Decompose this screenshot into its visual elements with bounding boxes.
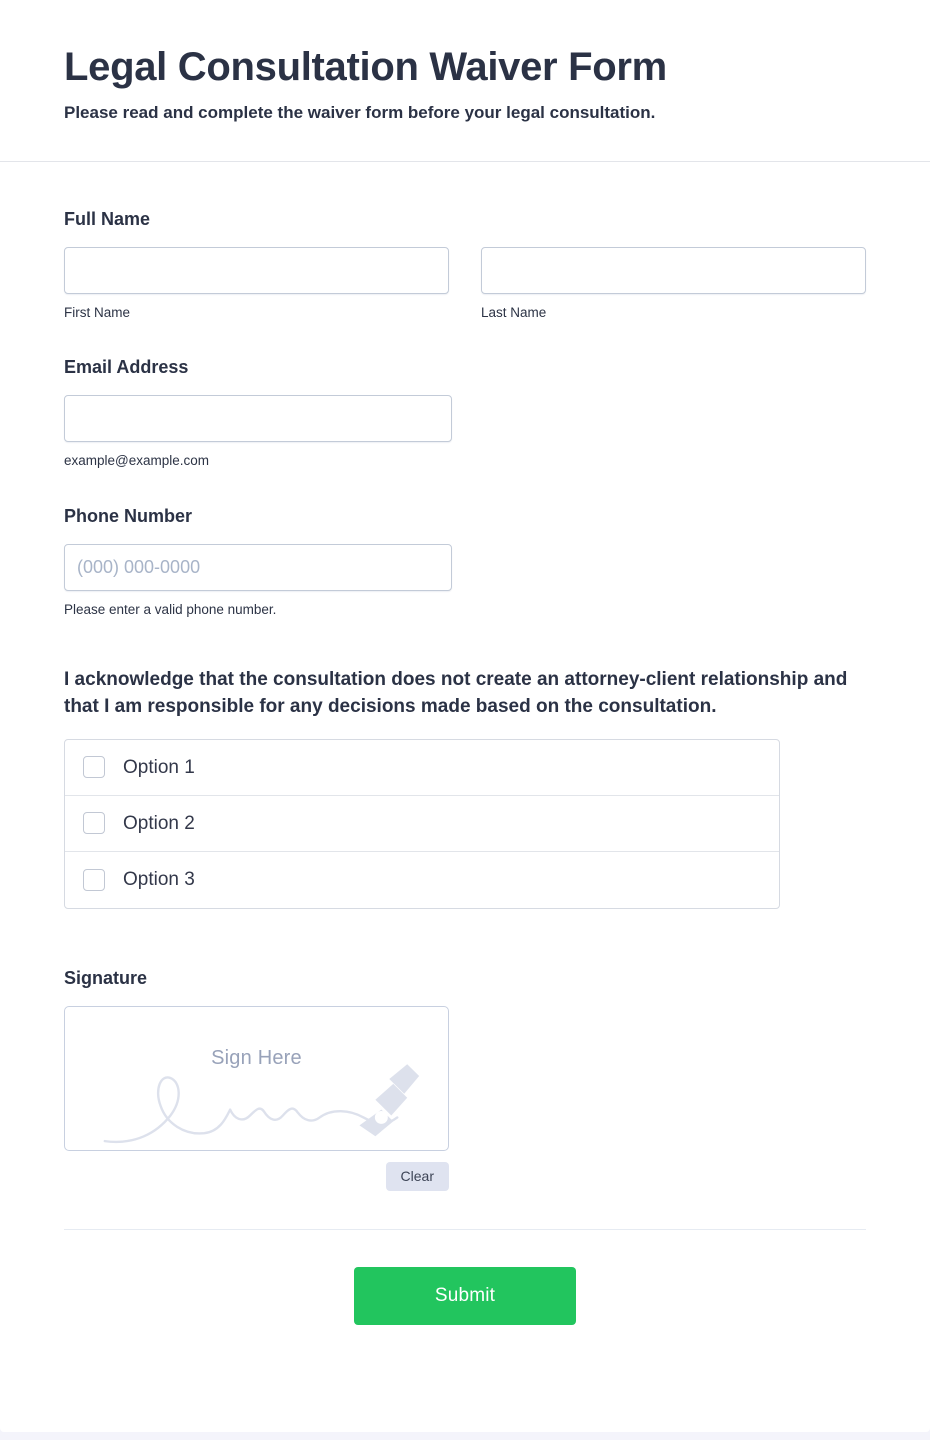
email-label: Email Address — [64, 356, 189, 377]
signature-clear-row — [64, 1162, 449, 1191]
signature-pad[interactable] — [64, 1006, 449, 1151]
full-name-label: Full Name — [64, 208, 151, 229]
last-name-group — [481, 247, 866, 321]
form-header — [0, 0, 930, 125]
option-label-3: Option 3 — [123, 869, 195, 891]
phone-group — [64, 544, 452, 618]
first-name-sublabel: First Name — [64, 305, 131, 321]
email-field[interactable] — [64, 395, 452, 442]
phone-sublabel: Please enter a valid phone number. — [64, 602, 277, 618]
acknowledgement-options — [64, 739, 780, 909]
field-signature — [64, 967, 866, 1192]
last-name-input[interactable] — [481, 247, 866, 294]
form-body — [0, 162, 930, 1325]
signature-placeholder-icon — [65, 1007, 448, 1150]
phone-input[interactable] — [64, 544, 452, 591]
acknowledgement-label: I acknowledge that the consultation does not create an attorney-client relationship and that I am responsible for any decisions made based on the consultation. — [64, 668, 848, 717]
checkbox-option-3[interactable] — [83, 869, 105, 891]
checkbox-option-2[interactable] — [83, 812, 105, 834]
full-name-inputs — [64, 247, 866, 321]
signature-label: Signature — [64, 967, 148, 988]
first-name-input[interactable] — [64, 247, 449, 294]
first-name-group — [64, 247, 449, 321]
page-subtitle: Please read and complete the waiver form before your legal consultation. — [64, 103, 656, 122]
option-label-1: Option 1 — [123, 756, 195, 778]
option-row-1[interactable] — [65, 740, 779, 796]
field-email — [64, 356, 866, 470]
email-sublabel: example@example.com — [64, 452, 210, 468]
form-footer — [64, 1230, 866, 1325]
field-phone — [64, 505, 866, 619]
sign-here-text: Sign Here — [211, 1047, 302, 1069]
last-name-sublabel: Last Name — [481, 305, 547, 321]
option-row-3[interactable] — [65, 852, 779, 908]
clear-signature-button[interactable]: Clear — [386, 1162, 449, 1191]
submit-button[interactable]: Submit — [354, 1267, 576, 1325]
email-group — [64, 395, 452, 469]
phone-label: Phone Number — [64, 506, 193, 527]
page-title: Legal Consultation Waiver Form — [64, 45, 667, 89]
checkbox-option-1[interactable] — [83, 756, 105, 778]
field-acknowledgement — [64, 667, 866, 909]
field-full-name — [64, 208, 866, 322]
option-label-2: Option 2 — [123, 812, 195, 834]
option-row-2[interactable] — [65, 796, 779, 852]
